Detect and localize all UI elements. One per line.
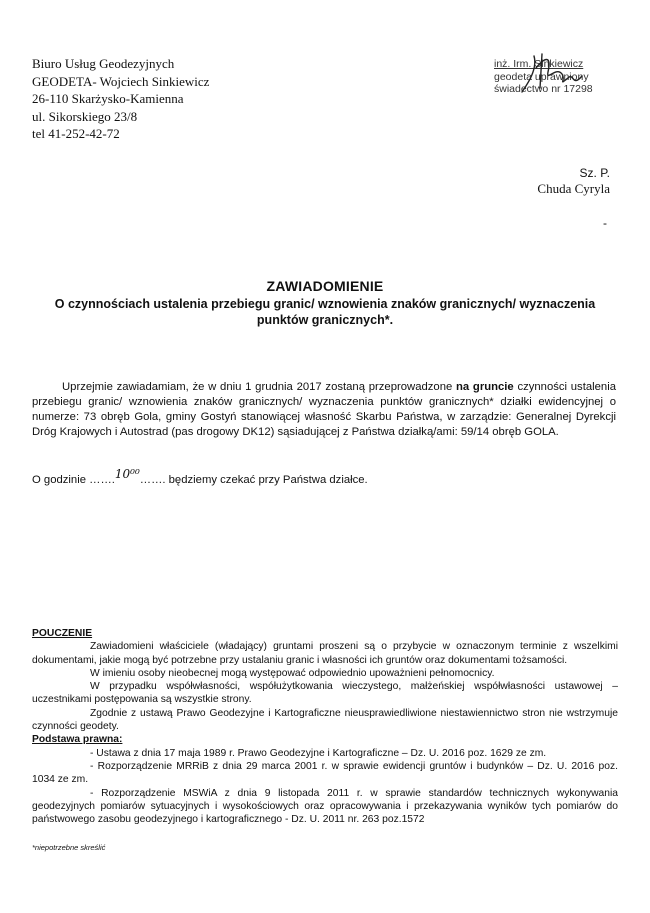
document-subtitle: O czynnościach ustalenia przebiegu granic/ wznowienia znaków granicznych/ wyznaczenia punktów granicznych*. — [54, 297, 596, 327]
legal-basis-item: - Ustawa z dnia 17 maja 1989 r. Prawo Geodezyjne i Kartograficzne – Dz. U. 2016 poz. 1629 ze zm. — [90, 747, 547, 759]
stamp-line: świadectwo nr 17298 — [494, 83, 593, 95]
recipient-salutation: Sz. P. — [579, 166, 610, 180]
sender-line: Biuro Usług Geodezyjnych — [32, 56, 175, 71]
intro-text-part2: czynności ustalenia przebiegu granic/ wznowienia znaków granicznych/ wyznaczenia punktów granicznych* działki ewidencyjnej o numerze: 73 obręb Gola, gminy Gostyń stanowiącej własność Skarbu Państwa, w zarządzie: Generalnej Dyrekcji Dróg Krajowych i Autostrad (pas drogowy DK12) sąsiadującej z Państwa działką/ami: 59/14 obręb GOLA. — [32, 381, 616, 438]
margin-dash: - — [603, 216, 607, 230]
instruction-paragraph: W imieniu osoby nieobecnej mogą występować odpowiednio upoważnieni pełnomocnicy. — [90, 667, 495, 679]
sender-line: ul. Sikorskiego 23/8 — [32, 108, 138, 124]
intro-paragraph — [32, 380, 616, 440]
sender-line: 26-110 Skarżysko-Kamienna — [32, 91, 184, 106]
document-title: ZAWIADOMIENIE — [266, 278, 384, 294]
instruction-section — [32, 627, 618, 826]
legal-basis-item: - Rozporządzenie MRRiB z dnia 29 marca 2001 r. w sprawie ewidencji gruntów i budynków – Dz. U. 2016 poz. 1034 ze zm. — [32, 760, 618, 786]
footnote: *niepotrzebne skreślić — [32, 843, 106, 852]
legal-basis-item: - Rozporządzenie MSWiA z dnia 9 listopada 2011 r. w sprawie standardów technicznych wykonywania geodezyjnych pomiarów sytuacyjnych i wysokościowych oraz opracowywania i przekazywania wyników tych pomiarów do państwowego zasobu geodezyjnego i kartograficznego - Dz. U. 2011 nr. 263 poz.1572 — [32, 787, 618, 826]
instruction-paragraph: Zgodnie z ustawą Prawo Geodezyjne i Kartograficzne nieusprawiedliwione niestawiennictwo stron nie wstrzymuje czynności geodety. — [32, 707, 618, 733]
instruction-header: POUCZENIE — [32, 628, 93, 639]
hours-suffix: będziemy czekać przy Państwa działce. — [165, 474, 368, 486]
recipient-block — [480, 165, 610, 197]
intro-text-bold: na gruncie — [456, 381, 514, 393]
handwritten-signature — [512, 48, 592, 98]
recipient-name: Chuda Cyryla — [537, 181, 610, 196]
stamp-line: inż. Irm. Sinkiewicz — [494, 58, 584, 70]
stamp-line: geodeta uprawniony — [494, 70, 589, 83]
hours-dots-after: ……. — [139, 474, 166, 486]
sender-line: tel 41-252-42-72 — [32, 126, 120, 141]
sender-address — [32, 55, 209, 143]
handwritten-hour: 10⁰⁰ — [114, 467, 140, 481]
hours-prefix: O godzinie — [32, 474, 90, 486]
intro-text-part1: Uprzejmie zawiadamiam, że w dniu 1 grudnia 2017 zostaną przeprowadzone — [62, 381, 456, 393]
instruction-paragraph: W przypadku współwłasności, współużytkowania wieczystego, małżeńskiej współwłasności ustawowej – uczestnikami postępowania są wszystkie strony. — [32, 681, 618, 706]
hours-dots-before: ……. — [89, 474, 115, 486]
legal-basis-header: Podstawa prawna: — [32, 734, 123, 746]
sender-line: GEODETA- Wojciech Sinkiewicz — [32, 73, 210, 89]
meeting-time-line — [32, 467, 368, 486]
instruction-paragraph: Zawiadomieni właściciele (władający) gruntami proszeni są o przybycie w oznaczonym terminie z wszelkimi dokumentami, jakie mogą być potrzebne przy ustalaniu granic i własności ich gruntów oraz dokumentami tożsamości. — [32, 641, 618, 666]
